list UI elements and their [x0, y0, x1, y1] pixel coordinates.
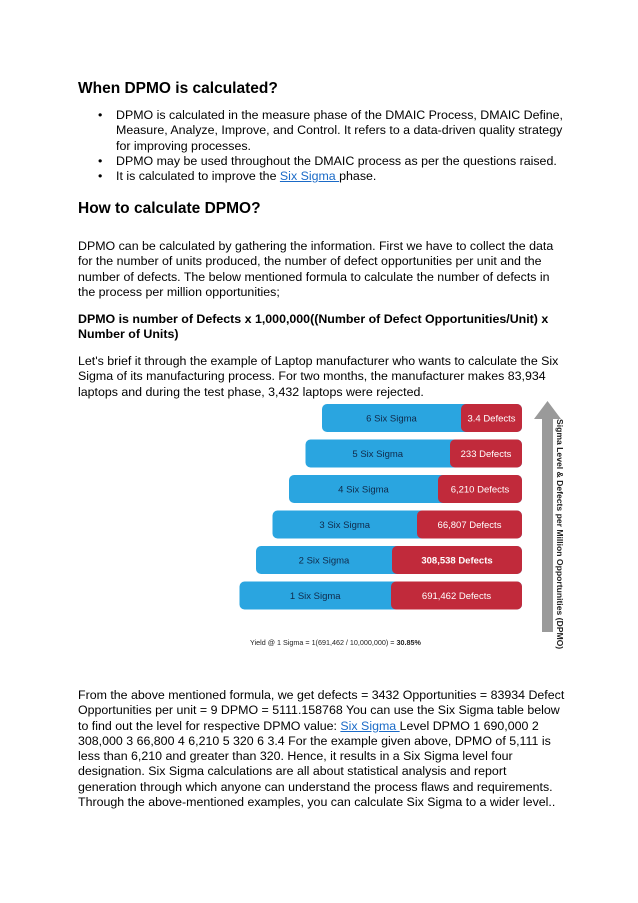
- chart-bars: [240, 404, 523, 610]
- yield-caption-value: 30.85%: [396, 638, 421, 647]
- heading-how-to-calculate: How to calculate DPMO?: [78, 200, 261, 217]
- six-sigma-link[interactable]: Six Sigma: [279, 169, 340, 184]
- sigma-level-row: [322, 404, 522, 432]
- sigma-level-row: [289, 475, 522, 503]
- yield-caption: [250, 638, 421, 647]
- arrow-shaft: [542, 417, 553, 632]
- result-paragraph: [78, 688, 568, 810]
- sigma-level-row: [273, 511, 523, 539]
- sigma-level-label: 6 Six Sigma: [366, 413, 417, 425]
- bullet-item: [80, 154, 570, 169]
- heading-when-dpmo-calculated: When DPMO is calculated?: [78, 80, 278, 97]
- sigma-level-label: 1 Six Sigma: [289, 591, 341, 602]
- six-sigma-chart: [230, 395, 570, 657]
- sigma-level-label: 3 Six Sigma: [319, 520, 371, 531]
- defects-label: 691,462 Defects: [421, 591, 492, 602]
- when-bullet-list: [80, 108, 570, 184]
- defects-label: 233 Defects: [460, 449, 512, 460]
- bullet-icon: •: [98, 169, 103, 184]
- result-text-pre: From the above mentioned formula, we get defects = 3432 Opportunities = 83934 Defect Opportunities per unit = 9 DPMO = 5111.158768 You can use the Six Sigma table below to find out the level for respective DPMO value:: [78, 688, 565, 733]
- up-arrow-icon: [534, 401, 561, 419]
- bullet-text-post: phase.: [339, 169, 377, 184]
- sigma-level-label: 4 Six Sigma: [338, 484, 389, 496]
- result-text-post: Level DPMO 1 690,000 2 308,000 3 66,800 4 6,210 5 320 6 3.4 For the example given above, DPMO of 5,111 is less than 6,210 and greater than 320. Hence, it results in a Six Sigma level four designation. Six Sigma calculations are all about statistical analysis and report generation through which anyone can understand the process flaws and requirements. Through the above-mentioned examples, you can calculate Six Sigma to a wider level..: [78, 718, 556, 810]
- yield-caption-text: Yield @ 1 Sigma = 1(691,462 / 10,000,000) =: [250, 638, 397, 647]
- bullet-text-pre: It is calculated to improve the: [116, 169, 280, 184]
- bullet-item: [80, 169, 570, 184]
- bullet-icon: •: [98, 108, 103, 122]
- example-paragraph: Let's brief it through the example of Laptop manufacturer who wants to calculate the Six Sigma of its manufacturing process. For two months, the manufacturer makes 83,934 laptops and during the test phase, 3,432 laptops were rejected.: [78, 354, 559, 399]
- defects-label: 6,210 Defects: [450, 484, 510, 496]
- bullet-text: DPMO may be used throughout the DMAIC process as per the questions raised.: [116, 153, 557, 168]
- defects-label: 3.4 Defects: [467, 413, 516, 425]
- sigma-level-label: 2 Six Sigma: [298, 555, 350, 567]
- sigma-level-row: [306, 440, 523, 468]
- sigma-level-label: 5 Six Sigma: [352, 449, 404, 460]
- defects-label: 66,807 Defects: [437, 520, 502, 531]
- bullet-text: DPMO is calculated in the measure phase of the DMAIC Process, DMAIC Define, Measure, Analyze, Improve, and Control. It refers to a data-driven quality strategy for improving processes.: [116, 108, 563, 153]
- intro-paragraph: DPMO can be calculated by gathering the information. First we have to collect the data for the number of units produced, the number of defect opportunities per unit and the number of defects. The below mentioned formula to calculate the number of defects in the process per million opportunities;: [78, 239, 554, 299]
- six-sigma-table-link[interactable]: Six Sigma: [340, 718, 400, 733]
- defects-label: 308,538 Defects: [421, 555, 493, 567]
- bullet-icon: •: [98, 153, 103, 168]
- arrow-label: Sigma Level & Defects per Million Opportunities (DPMO): [555, 419, 565, 650]
- sigma-level-row: [256, 546, 522, 574]
- bullet-item: [80, 108, 570, 154]
- formula-paragraph: DPMO is number of Defects x 1,000,000((Number of Defect Opportunities/Unit) x Number of Units): [78, 312, 549, 342]
- sigma-level-row: [240, 582, 523, 610]
